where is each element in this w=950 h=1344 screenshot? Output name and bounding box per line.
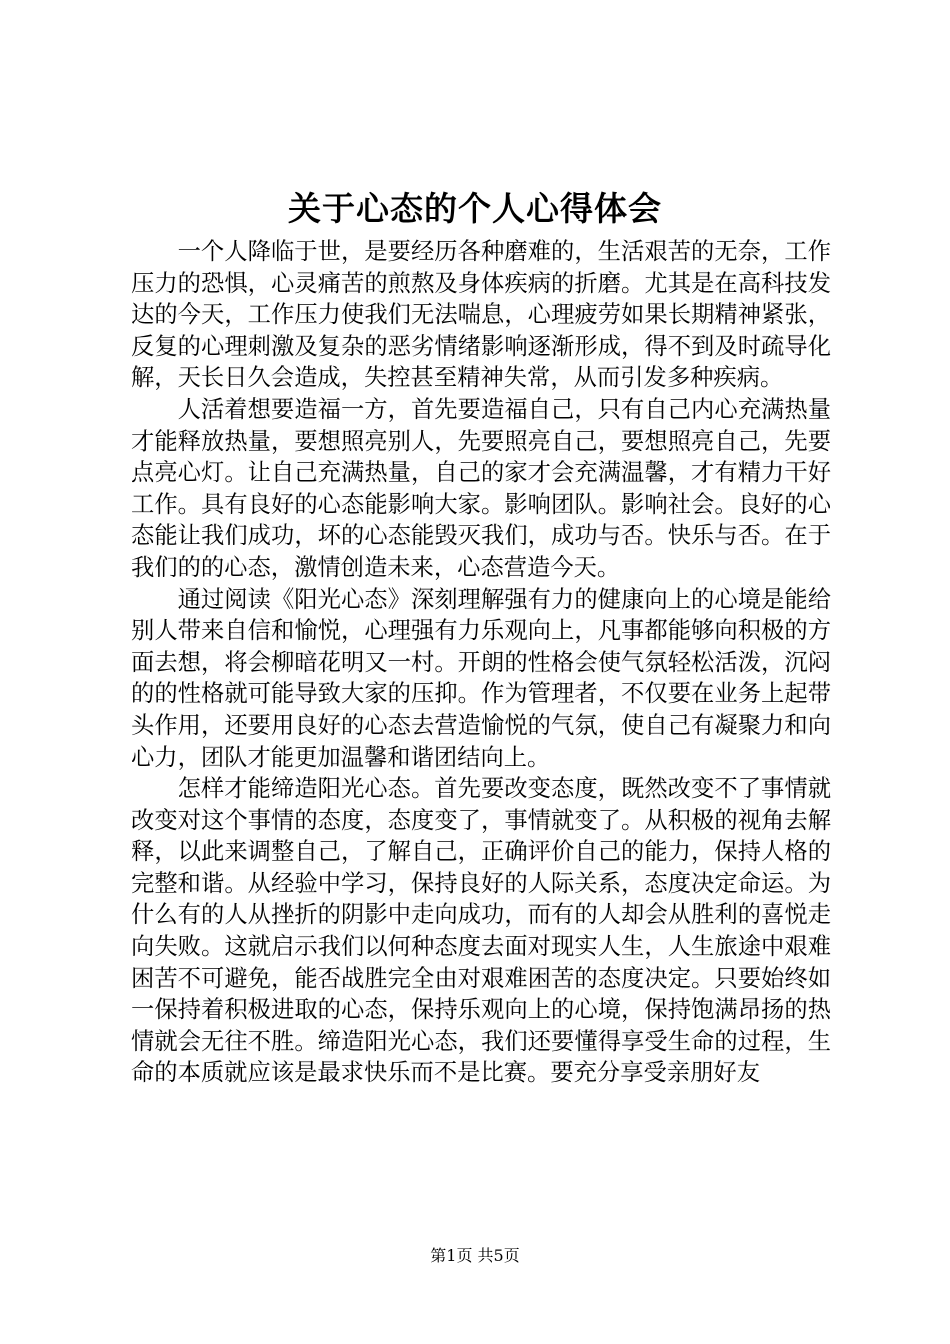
document-title: 关于心态的个人心得体会 <box>288 189 662 228</box>
page-number-footer: 第1页 共5页 <box>430 1246 520 1265</box>
paragraph-2: 人活着想要造福一方，首先要造福自己，只有自己内心充满热量才能释放热量，要想照亮别人，先要照亮自己，要想照亮自己，先要点亮心灯。让自己充满热量，自己的家才会充满温馨，才有精力干好工作。具有良好的心态能影响大家。影响团队。影响社会。良好的心态能让我们成功，坏的心态能毁灭我们，成功与否。快乐与否。在于我们的的心态，激情创造未来，心态营造今天。 <box>131 395 831 581</box>
document-body <box>131 236 831 1089</box>
paragraph-4: 怎样才能缔造阳光心态。首先要改变态度，既然改变不了事情就改变对这个事情的态度，态度变了，事情就变了。从积极的视角去解释，以此来调整自己，了解自己，正确评价自己的能力，保持人格的完整和谐。从经验中学习，保持良好的人际关系，态度决定命运。为什么有的人从挫折的阴影中走向成功，而有的人却会从胜利的喜悦走向失败。这就启示我们以何种态度去面对现实人生，人生旅途中艰难困苦不可避免，能否战胜完全由对艰难困苦的态度决定。只要始终如一保持着积极进取的心态，保持乐观向上的心境，保持饱满昂扬的热情就会无往不胜。缔造阳光心态，我们还要懂得享受生命的过程，生命的本质就应该是最求快乐而不是比赛。要充分享受亲朋好友 <box>131 775 831 1087</box>
paragraph-3: 通过阅读《阳光心态》深刻理解强有力的健康向上的心境是能给别人带来自信和愉悦，心理强有力乐观向上，凡事都能够向积极的方面去想，将会柳暗花明又一村。开朗的性格会使气氛轻松活泼，沉闷的的性格就可能导致大家的压抑。作为管理者，不仅要在业务上起带头作用，还要用良好的心态去营造愉悦的气氛，使自己有凝聚力和向心力，团队才能更加温馨和谐团结向上。 <box>131 585 831 771</box>
paragraph-1: 一个人降临于世，是要经历各种磨难的，生活艰苦的无奈，工作压力的恐惧，心灵痛苦的煎熬及身体疾病的折磨。尤其是在高科技发达的今天，工作压力使我们无法喘息，心理疲劳如果长期精神紧张，反复的心理刺激及复杂的恶劣情绪影响逐渐形成，得不到及时疏导化解，天长日久会造成，失控甚至精神失常，从而引发多种疾病。 <box>131 238 831 392</box>
